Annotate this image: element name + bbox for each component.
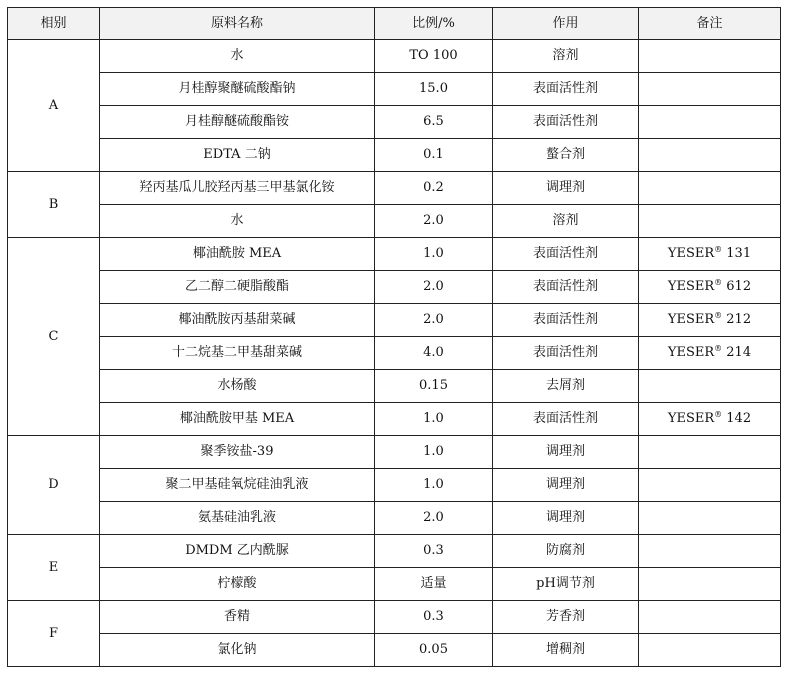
ratio-cell: 1.0 — [375, 403, 493, 436]
ingredient-cell: 十二烷基二甲基甜菜碱 — [100, 337, 375, 370]
note-cell — [639, 172, 781, 205]
note-cell: YESER® 212 — [639, 304, 781, 337]
ingredient-cell: 椰油酰胺甲基 MEA — [100, 403, 375, 436]
ratio-cell: 0.05 — [375, 634, 493, 667]
header-row — [8, 8, 781, 40]
note-cell: YESER® 142 — [639, 403, 781, 436]
function-cell: 表面活性剂 — [493, 106, 639, 139]
table-row — [8, 172, 781, 205]
table-body — [8, 40, 781, 667]
function-cell: 螯合剂 — [493, 139, 639, 172]
table-row — [8, 73, 781, 106]
note-cell — [639, 436, 781, 469]
ingredient-cell: 香精 — [100, 601, 375, 634]
table-row — [8, 271, 781, 304]
phase-cell: A — [8, 40, 100, 172]
ratio-cell: 2.0 — [375, 304, 493, 337]
note-cell — [639, 106, 781, 139]
phase-cell: D — [8, 436, 100, 535]
note-cell: YESER® 214 — [639, 337, 781, 370]
function-cell: 表面活性剂 — [493, 73, 639, 106]
ratio-cell: 0.3 — [375, 535, 493, 568]
table-row — [8, 535, 781, 568]
ingredient-cell: 水 — [100, 205, 375, 238]
table-row — [8, 568, 781, 601]
header-ratio: 比例/% — [375, 8, 493, 40]
table-row — [8, 370, 781, 403]
function-cell: 调理剂 — [493, 502, 639, 535]
function-cell: 表面活性剂 — [493, 238, 639, 271]
table-row — [8, 634, 781, 667]
ingredient-cell: 乙二醇二硬脂酸酯 — [100, 271, 375, 304]
function-cell: 增稠剂 — [493, 634, 639, 667]
header-note: 备注 — [639, 8, 781, 40]
table-row — [8, 139, 781, 172]
function-cell: 表面活性剂 — [493, 304, 639, 337]
ingredient-cell: 氯化钠 — [100, 634, 375, 667]
table-row — [8, 238, 781, 271]
note-cell — [639, 73, 781, 106]
ingredient-cell: 月桂醇醚硫酸酯铵 — [100, 106, 375, 139]
ingredient-cell: 聚二甲基硅氧烷硅油乳液 — [100, 469, 375, 502]
table-row — [8, 403, 781, 436]
table-row — [8, 304, 781, 337]
ratio-cell: 1.0 — [375, 469, 493, 502]
function-cell: 表面活性剂 — [493, 337, 639, 370]
ratio-cell: 2.0 — [375, 271, 493, 304]
note-cell — [639, 535, 781, 568]
header-ingredient: 原料名称 — [100, 8, 375, 40]
function-cell: 防腐剂 — [493, 535, 639, 568]
function-cell: 调理剂 — [493, 172, 639, 205]
ratio-cell: 2.0 — [375, 205, 493, 238]
table-row — [8, 436, 781, 469]
header-phase: 相别 — [8, 8, 100, 40]
ingredient-cell: 水 — [100, 40, 375, 73]
function-cell: 调理剂 — [493, 469, 639, 502]
function-cell: 去屑剂 — [493, 370, 639, 403]
note-cell: YESER® 612 — [639, 271, 781, 304]
note-cell — [639, 139, 781, 172]
ratio-cell: 6.5 — [375, 106, 493, 139]
ingredient-cell: DMDM 乙内酰脲 — [100, 535, 375, 568]
ingredient-cell: 柠檬酸 — [100, 568, 375, 601]
function-cell: 溶剂 — [493, 205, 639, 238]
ingredient-cell: 水杨酸 — [100, 370, 375, 403]
note-cell — [639, 634, 781, 667]
ratio-cell: 2.0 — [375, 502, 493, 535]
phase-cell: C — [8, 238, 100, 436]
ratio-cell: 0.3 — [375, 601, 493, 634]
ratio-cell: TO 100 — [375, 40, 493, 73]
note-cell — [639, 568, 781, 601]
table-row — [8, 205, 781, 238]
ratio-cell: 1.0 — [375, 436, 493, 469]
table-row — [8, 469, 781, 502]
table-row — [8, 106, 781, 139]
ratio-cell: 0.2 — [375, 172, 493, 205]
ingredient-cell: 聚季铵盐-39 — [100, 436, 375, 469]
ratio-cell: 0.15 — [375, 370, 493, 403]
note-cell: YESER® 131 — [639, 238, 781, 271]
ratio-cell: 1.0 — [375, 238, 493, 271]
ratio-cell: 4.0 — [375, 337, 493, 370]
ingredient-cell: 月桂醇聚醚硫酸酯钠 — [100, 73, 375, 106]
function-cell: 表面活性剂 — [493, 271, 639, 304]
note-cell — [639, 205, 781, 238]
function-cell: 溶剂 — [493, 40, 639, 73]
header-function: 作用 — [493, 8, 639, 40]
formula-table — [7, 7, 781, 667]
ingredient-cell: 羟丙基瓜儿胶羟丙基三甲基氯化铵 — [100, 172, 375, 205]
function-cell: pH调节剂 — [493, 568, 639, 601]
table-row — [8, 337, 781, 370]
note-cell — [639, 502, 781, 535]
phase-cell: B — [8, 172, 100, 238]
ingredient-cell: 椰油酰胺 MEA — [100, 238, 375, 271]
ratio-cell: 0.1 — [375, 139, 493, 172]
ratio-cell: 15.0 — [375, 73, 493, 106]
note-cell — [639, 370, 781, 403]
table-row — [8, 40, 781, 73]
function-cell: 调理剂 — [493, 436, 639, 469]
ingredient-cell: EDTA 二钠 — [100, 139, 375, 172]
phase-cell: F — [8, 601, 100, 667]
table-row — [8, 601, 781, 634]
ingredient-cell: 氨基硅油乳液 — [100, 502, 375, 535]
note-cell — [639, 40, 781, 73]
ingredient-cell: 椰油酰胺丙基甜菜碱 — [100, 304, 375, 337]
phase-cell: E — [8, 535, 100, 601]
function-cell: 芳香剂 — [493, 601, 639, 634]
note-cell — [639, 469, 781, 502]
ratio-cell: 适量 — [375, 568, 493, 601]
table-row — [8, 502, 781, 535]
function-cell: 表面活性剂 — [493, 403, 639, 436]
note-cell — [639, 601, 781, 634]
